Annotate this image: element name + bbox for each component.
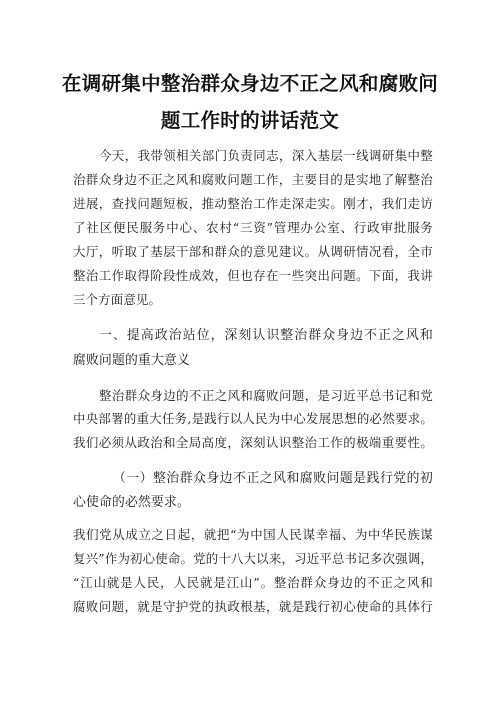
paragraph-line: 我们党从成立之日起，就把“为中国人民谋幸福、为中华民族谋 [73, 527, 433, 542]
document-title-line-1: 在调研集中整治群众身边不正之风和腐败问 [61, 72, 439, 95]
paragraph-line: 大厅，听取了基层干部和群众的意见建议。从调研情况看，全市 [73, 244, 433, 259]
paragraph-line: “江山就是人民，人民就是江山”。整治群众身边的不正之风和 [73, 575, 433, 590]
section-heading-line: 一、提高政治站位，深刻认识整治群众身边不正之风和 [99, 328, 433, 343]
paragraph-line: 三个方面意见。 [73, 292, 162, 307]
section-heading-line: 腐败问题的重大意义 [73, 353, 190, 368]
paragraph-line: 中央部署的重大任务,是践行以人民为中心发展思想的必然要求。 [73, 411, 433, 426]
subsection-heading-line: 心使命的必然要求。 [73, 495, 190, 510]
paragraph-line: 治群众身边不正之风和腐败问题工作，主要目的是实地了解整治 [73, 172, 433, 187]
document-title-line-2: 题工作时的讲话范文 [160, 109, 340, 132]
paragraph-line: 整治群众身边的不正之风和腐败问题，是习近平总书记和党 [99, 388, 433, 403]
paragraph-line: 今天，我带领相关部门负责同志，深入基层一线调研集中整 [99, 148, 433, 163]
paragraph-line: 了社区便民服务中心、农村“三资”管理办公室、行政审批服务 [73, 220, 433, 235]
paragraph-line: 我们必须从政治和全局高度，深刻认识整治工作的极端重要性。 [73, 435, 433, 450]
paragraph-line: 腐败问题，就是守护党的执政根基，就是践行初心使命的具体行 [73, 599, 433, 614]
paragraph-line: 整治工作取得阶段性成效，但也存在一些突出问题。下面，我讲 [73, 268, 433, 283]
paragraph-line: 进展，查找问题短板，推动整治工作走深走实。刚才，我们走访 [73, 196, 433, 211]
subsection-heading-line: （一）整治群众身边不正之风和腐败问题是践行党的初 [113, 471, 433, 486]
paragraph-line: 复兴”作为初心使命。党的十八大以来，习近平总书记多次强调， [73, 551, 433, 566]
